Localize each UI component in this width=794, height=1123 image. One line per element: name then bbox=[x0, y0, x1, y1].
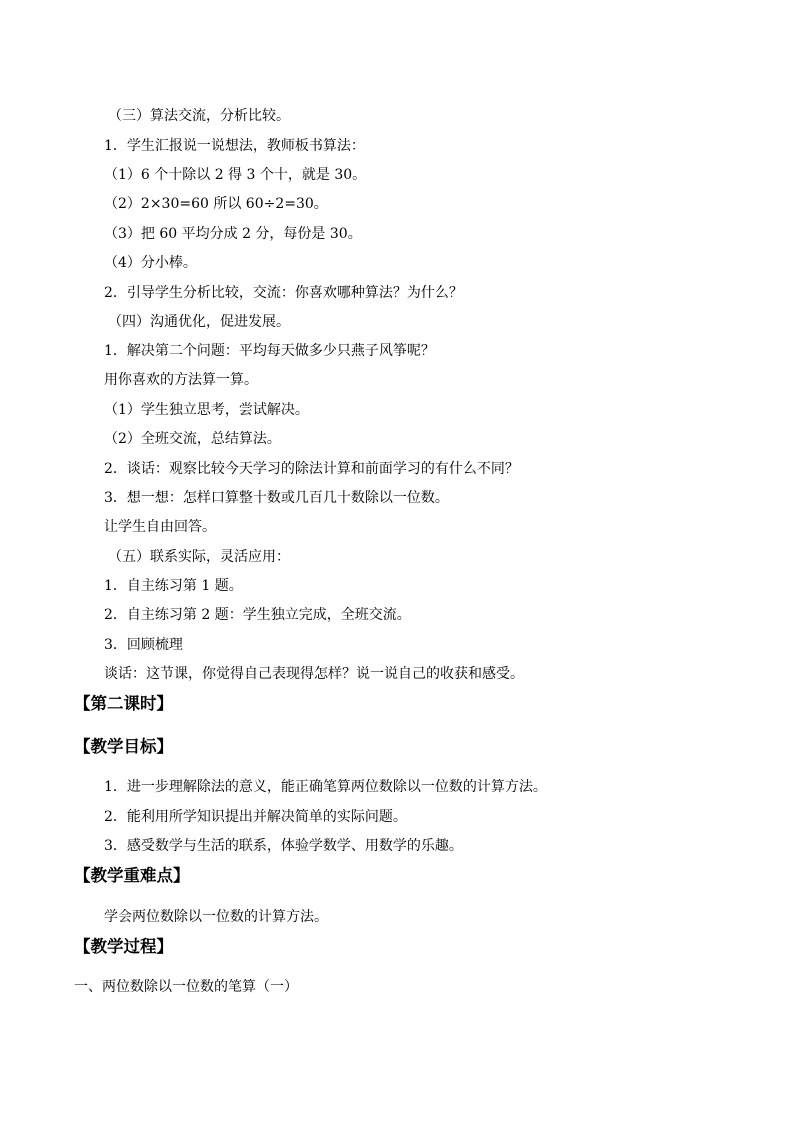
section4-item1: 1．解决第二个问题：平均每天做多少只燕子风筝呢？ bbox=[104, 343, 435, 359]
goal-1: 1．进一步理解除法的意义，能正确笔算两位数除以一位数的计算方法。 bbox=[104, 779, 547, 795]
method-4: （4）分小棒。 bbox=[104, 255, 197, 271]
method-2: （2）2×30=60 所以 60÷2=30。 bbox=[104, 196, 328, 212]
goals-heading: 【教学目标】 bbox=[74, 737, 173, 756]
key-points-text: 学会两位数除以一位数的计算方法。 bbox=[104, 909, 328, 925]
section4-answer: 让学生自由回答。 bbox=[104, 519, 216, 535]
key-points-heading: 【教学重难点】 bbox=[74, 866, 190, 885]
goal-3: 3．感受数学与生活的联系，体验学数学、用数学的乐趣。 bbox=[104, 838, 463, 854]
section5-title: （五）联系实际，灵活应用： bbox=[108, 549, 290, 565]
section5-talk: 谈话：这节课，你觉得自己表现得怎样？说一说自己的收获和感受。 bbox=[104, 666, 524, 682]
method-3: （3）把 60 平均分成 2 分，每份是 30。 bbox=[104, 226, 362, 242]
section3-item1: 1．学生汇报说一说想法，教师板书算法： bbox=[104, 138, 365, 154]
method-1: （1）6 个十除以 2 得 3 个十，就是 30。 bbox=[104, 167, 367, 183]
section4-title: （四）沟通优化，促进发展。 bbox=[108, 314, 290, 330]
goal-2: 2．能利用所学知识提出并解决简单的实际问题。 bbox=[104, 809, 407, 825]
section4-item3: 3．想一想：怎样口算整十数或几百几十数除以一位数。 bbox=[104, 490, 449, 506]
section3-title: （三）算法交流，分析比较。 bbox=[108, 108, 290, 124]
step-2: （2）全班交流，总结算法。 bbox=[104, 431, 281, 447]
process-part-1: 一、两位数除以一位数的笔算（一） bbox=[74, 979, 298, 995]
section5-item3: 3．回顾梳理 bbox=[104, 637, 183, 653]
lesson2-heading: 【第二课时】 bbox=[74, 694, 173, 713]
section5-item1: 1．自主练习第 1 题。 bbox=[104, 578, 243, 594]
section3-item2: 2．引导学生分析比较，交流：你喜欢哪种算法？为什么？ bbox=[104, 285, 463, 301]
step-1: （1）学生独立思考，尝试解决。 bbox=[104, 402, 309, 418]
section5-item2: 2．自主练习第 2 题：学生独立完成，全班交流。 bbox=[104, 607, 411, 623]
section4-item2: 2．谈话：观察比较今天学习的除法计算和前面学习的有什么不同？ bbox=[104, 461, 519, 477]
process-heading: 【教学过程】 bbox=[74, 937, 173, 956]
section4-prompt: 用你喜欢的方法算一算。 bbox=[104, 372, 258, 388]
